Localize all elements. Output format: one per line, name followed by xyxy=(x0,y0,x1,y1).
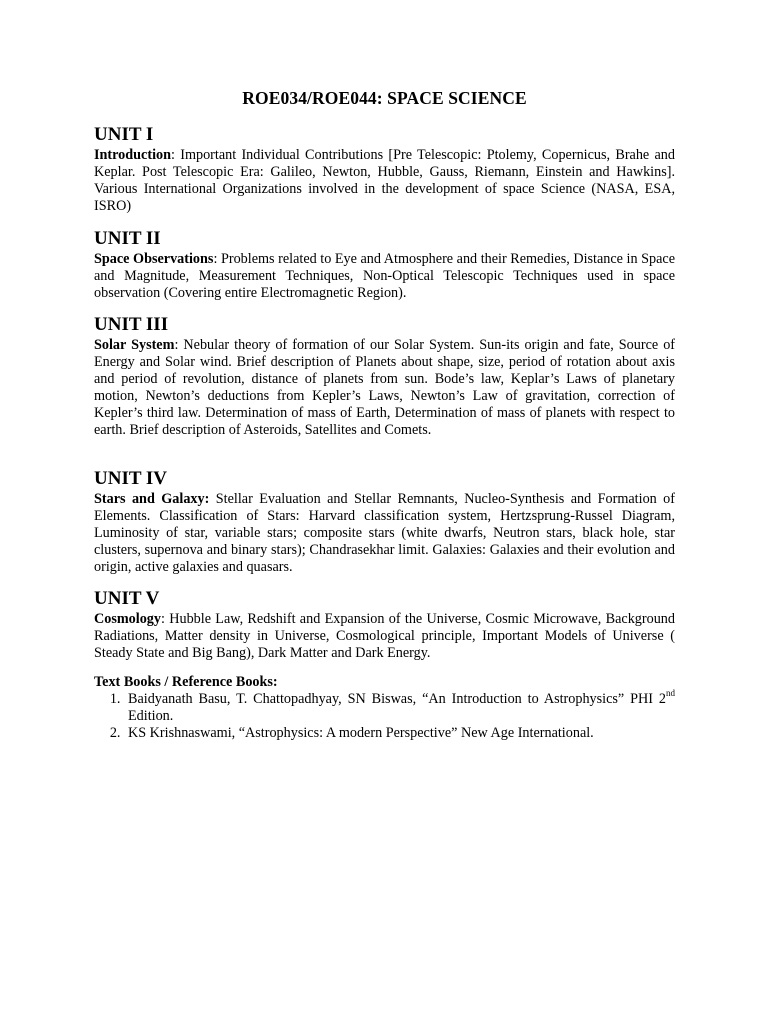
unit-4-section xyxy=(94,468,675,576)
reference-1-text: Baidyanath Basu, T. Chattopadhyay, SN Biswas, “An Introduction to Astrophysics” PHI 2 xyxy=(128,691,666,708)
unit-4-topic: Stars and Galaxy: xyxy=(94,491,210,507)
references-section xyxy=(94,674,675,742)
unit-1-topic-sep: : xyxy=(171,147,175,163)
unit-5-topic: Cosmology xyxy=(94,611,161,627)
document-title: ROE034/ROE044: SPACE SCIENCE xyxy=(242,88,527,108)
references-list xyxy=(94,688,675,742)
unit-2-topic: Space Observations xyxy=(94,251,214,267)
unit-4-heading: UNIT IV xyxy=(94,468,168,489)
unit-1-heading: UNIT I xyxy=(94,124,154,145)
reference-1-after: Edition. xyxy=(128,708,174,725)
unit-4-body xyxy=(94,491,675,576)
unit-2-body xyxy=(94,251,675,302)
unit-3-body xyxy=(94,337,675,440)
unit-5-section xyxy=(94,588,675,662)
unit-3-text: Nebular theory of formation of our Solar System. Sun-its origin and fate, Source of Energy and Solar wind. Brief description of Planets about shape, size, period of rotation about axis and period of revolution, distance of planets from sun. Bode’s law, Keplar’s Laws of planetary motion, Newton’s deductions from Kepler’s Laws, Newton’s Law of gravitation, correction of Kepler’s third law. Determination of mass of Earth, Determination of mass of planets with respect to earth. Brief description of Asteroids, Satellites and Comets. xyxy=(94,337,676,439)
unit-3-topic-sep: : xyxy=(174,337,179,353)
unit-5-heading: UNIT V xyxy=(94,588,160,609)
unit-2-text: Problems related to Eye and Atmosphere and their Remedies, Distance in Space and Magnitude, Measurement Techniques, Non-Optical Telescopic Techniques used in space observation (Covering entire Electromagnetic Region). xyxy=(94,251,675,302)
unit-2-heading: UNIT II xyxy=(94,228,161,249)
unit-3-topic: Solar System xyxy=(94,337,175,353)
references-title: Text Books / Reference Books: xyxy=(94,674,278,690)
unit-5-topic-sep: : xyxy=(161,611,165,627)
reference-item-2 xyxy=(124,725,675,742)
reference-item-1 xyxy=(124,688,675,725)
unit-1-text: Important Individual Contributions [Pre Telescopic: Ptolemy, Copernicus, Brahe and Keplar. Post Telescopic Era: Galileo, Newton, Hubble, Gauss, Riemann, Einstein and Hawkins]. Various International Organizations involved in the development of space Science (NASA, ESA, ISRO) xyxy=(94,147,675,215)
unit-3-section xyxy=(94,314,675,440)
unit-2-section xyxy=(94,228,675,302)
unit-5-body xyxy=(94,611,675,662)
reference-1-sup: nd xyxy=(666,688,675,699)
unit-1-topic: Introduction xyxy=(94,147,171,163)
unit-4-text: Stellar Evaluation and Stellar Remnants, Nucleo-Synthesis and Formation of Elements. Classification of Stars: Harvard classification system, Hertzsprung-Russel Diagram, Luminosity of star, variable stars; composite stars (white dwarfs, Neutron stars, black hole, star clusters, supernova and binary stars); Chandrasekhar limit. Galaxies: Galaxies and their evolution and origin, active galaxies and quasars. xyxy=(94,491,675,576)
unit-3-heading: UNIT III xyxy=(94,314,169,335)
reference-2-text: KS Krishnaswami, “Astrophysics: A modern Perspective” New Age International. xyxy=(128,725,594,742)
unit-1-body xyxy=(94,147,675,215)
unit-2-topic-sep: : xyxy=(213,251,218,267)
unit-5-text: Hubble Law, Redshift and Expansion of the Universe, Cosmic Microwave, Background Radiations, Matter density in Universe, Cosmological principle, Important Models of Universe ( Steady State and Big Bang), Dark Matter and Dark Energy. xyxy=(94,611,675,662)
unit-1-section xyxy=(94,124,675,215)
